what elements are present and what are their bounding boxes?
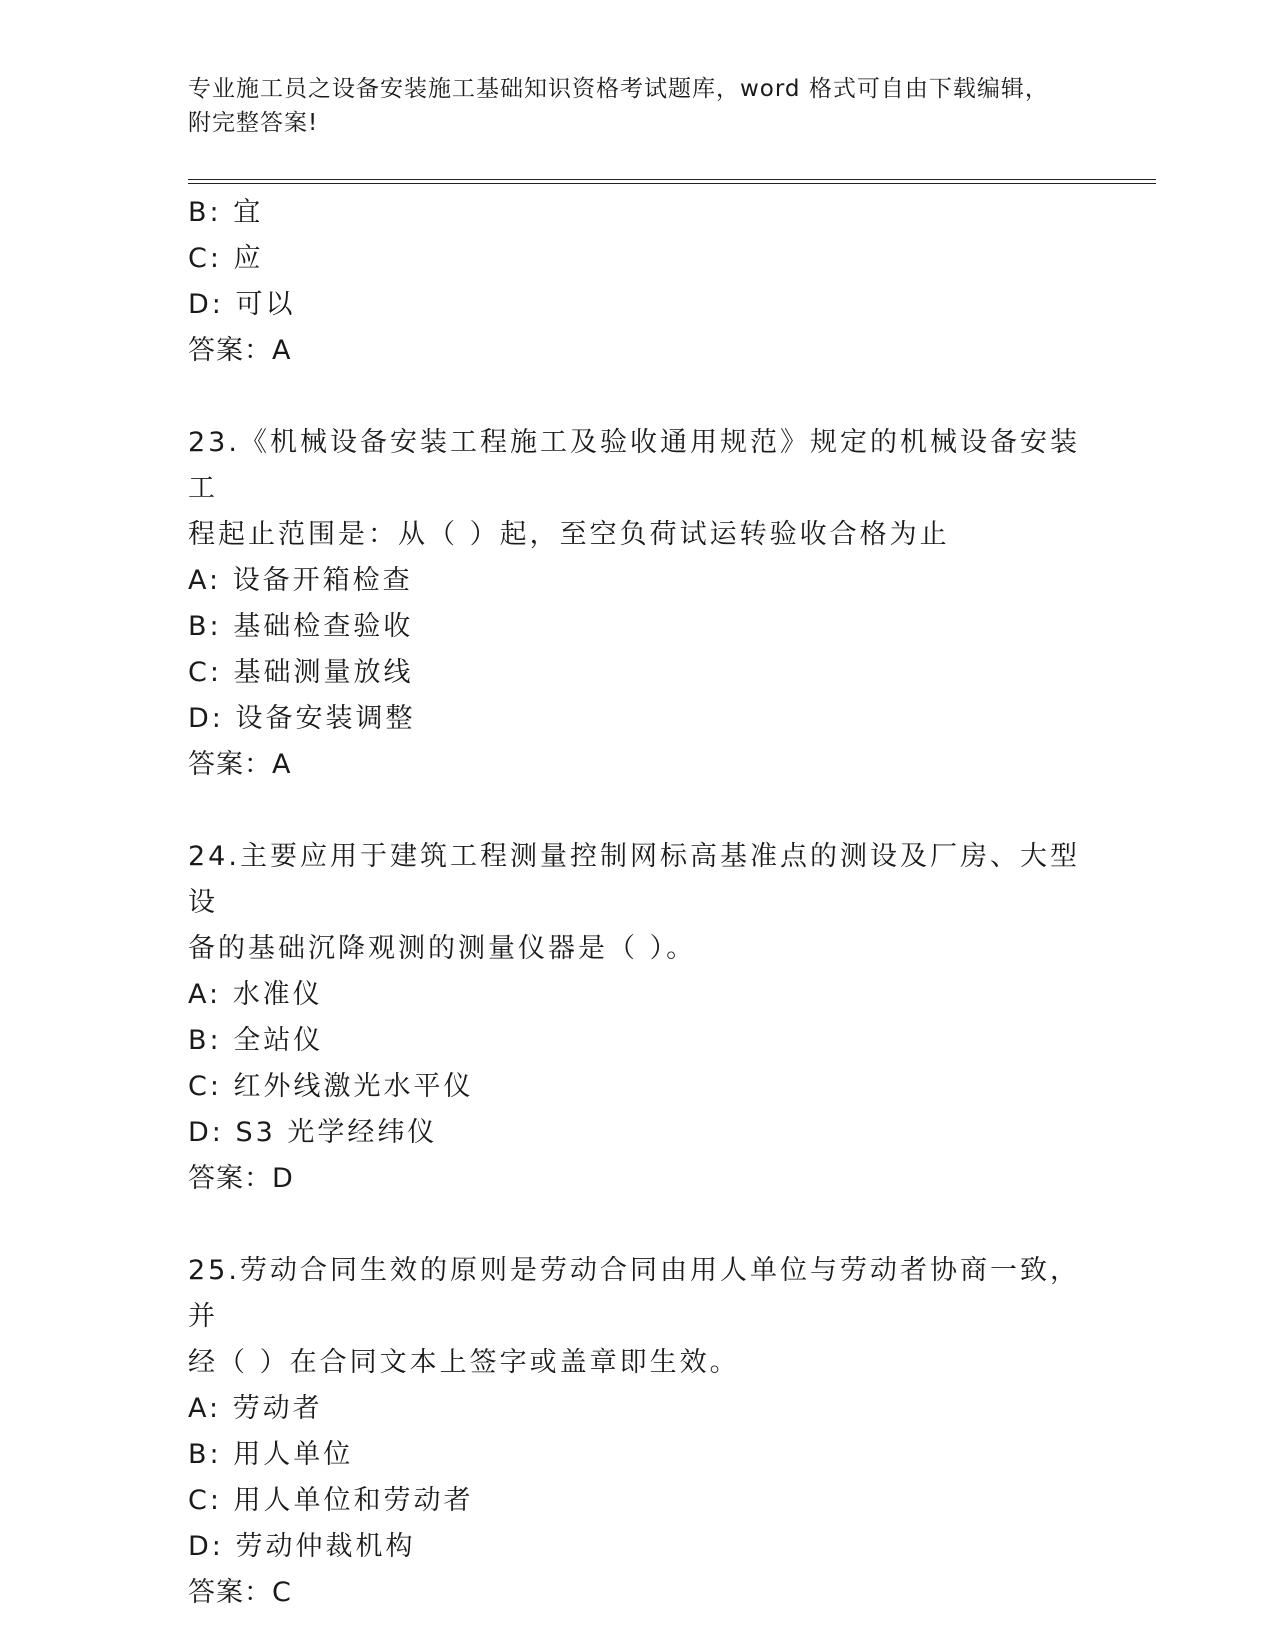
question-stem-line-1: 24.主要应用于建筑工程测量控制网标高基准点的测设及厂房、大型设	[188, 841, 1080, 918]
spacer	[188, 788, 1088, 834]
question-23	[188, 420, 1088, 788]
header-divider-bottom	[188, 183, 1156, 184]
answer: 答案：D	[188, 1163, 294, 1194]
option-letter: B:	[188, 611, 222, 642]
document-header	[188, 72, 1068, 140]
answer: 答案：C	[188, 1577, 292, 1608]
option-letter: A:	[188, 565, 222, 596]
option-text: 可以	[235, 289, 296, 320]
question-stem-line-2: 备的基础沉降观测的测量仪器是（ ）。	[188, 933, 697, 964]
option-text: 用人单位	[233, 1439, 354, 1470]
option-text: 劳动者	[232, 1393, 323, 1424]
option-text: 全站仪	[233, 1025, 324, 1056]
question-stem-line-2: 经（ ）在合同文本上签字或盖章即生效。	[188, 1347, 740, 1378]
option-c	[188, 650, 1088, 696]
question-24	[188, 834, 1088, 1202]
header-divider-top	[188, 179, 1156, 180]
option-letter: C:	[188, 243, 222, 274]
option-text: 应	[233, 243, 264, 274]
option-letter: C:	[188, 657, 222, 688]
option-letter: D:	[188, 289, 224, 320]
question-stem-line-1: 25.劳动合同生效的原则是劳动合同由用人单位与劳动者协商一致，并	[188, 1255, 1080, 1332]
header-line-2: 附完整答案!	[188, 110, 319, 136]
option-c	[188, 1064, 1088, 1110]
option-text: 水准仪	[232, 979, 323, 1010]
option-b	[188, 604, 1088, 650]
option-letter: A:	[188, 1393, 222, 1424]
option-text: 用人单位和劳动者	[233, 1485, 474, 1516]
option-c	[188, 1478, 1088, 1524]
option-d	[188, 282, 1088, 328]
option-d	[188, 696, 1088, 742]
option-d	[188, 1110, 1088, 1156]
question-stem-line-2: 程起止范围是：从（ ）起，至空负荷试运转验收合格为止	[188, 519, 950, 550]
option-text: 红外线激光水平仪	[233, 1071, 474, 1102]
option-b	[188, 1018, 1088, 1064]
option-letter: C:	[188, 1485, 222, 1516]
option-letter: D:	[188, 1531, 224, 1562]
option-letter: D:	[188, 1117, 224, 1148]
option-text: S3 光学经纬仪	[235, 1117, 438, 1148]
option-d	[188, 1524, 1088, 1570]
option-a	[188, 1386, 1088, 1432]
option-text: 劳动仲裁机构	[235, 1531, 416, 1562]
question-25	[188, 1248, 1088, 1616]
option-letter: B:	[188, 197, 222, 228]
option-letter: B:	[188, 1439, 222, 1470]
header-line-1: 专业施工员之设备安装施工基础知识资格考试题库，word 格式可自由下载编辑，	[188, 76, 1049, 102]
spacer	[188, 1202, 1088, 1248]
option-letter: A:	[188, 979, 222, 1010]
document-body	[188, 190, 1088, 1616]
answer: 答案：A	[188, 335, 292, 366]
option-text: 基础检查验收	[233, 611, 414, 642]
answer: 答案：A	[188, 749, 292, 780]
option-text: 设备安装调整	[235, 703, 416, 734]
spacer	[188, 374, 1088, 420]
question-stem-line-1: 23.《机械设备安装工程施工及验收通用规范》规定的机械设备安装工	[188, 427, 1080, 504]
option-text: 宜	[233, 197, 264, 228]
option-a	[188, 972, 1088, 1018]
option-text: 基础测量放线	[233, 657, 414, 688]
option-letter: D:	[188, 703, 224, 734]
option-b	[188, 190, 1088, 236]
option-text: 设备开箱检查	[232, 565, 413, 596]
option-a	[188, 558, 1088, 604]
option-letter: B:	[188, 1025, 222, 1056]
option-c	[188, 236, 1088, 282]
question-22	[188, 190, 1088, 374]
option-letter: C:	[188, 1071, 222, 1102]
option-b	[188, 1432, 1088, 1478]
